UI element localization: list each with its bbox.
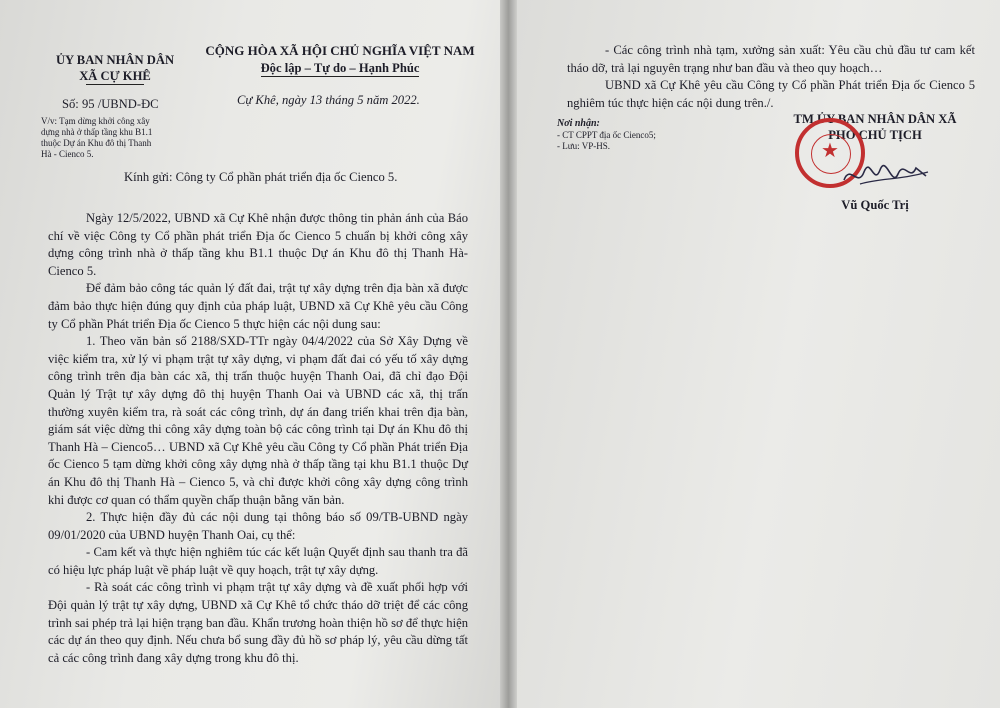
right-paragraph-1: - Các công trình nhà tạm, xưởng sản xuất: Yêu cầu chủ đầu tư cam kết tháo dỡ, trả lại nguyên trạng như ban đầu và theo quy hoạch… [567,43,975,75]
nation-title: CỘNG HÒA XÃ HỘI CHỦ NGHĨA VIỆT NAM [205,43,475,58]
body-paragraph-1: Ngày 12/5/2022, UBND xã Cự Khê nhận được thông tin phản ánh của Báo chí về việc Công ty Cổ phần phát triển Địa ốc Cienco 5 chuẩn bị khởi công xây dựng công trình nhà ở thấp tầng khu B1.1 thuộc Dự án Khu đô thị Thanh Hà-Cienco 5. [48,211,468,278]
motto-text: Độc lập – Tự do – Hạnh Phúc [260,61,420,75]
subject [41,116,152,160]
handwritten-signature-icon [840,158,930,194]
subject-line-4: Hà - Cienco 5. [41,149,94,159]
right-page [517,0,1000,708]
body-paragraph-2: Để đảm bảo công tác quản lý đất đai, trật tự xây dựng trên địa bàn xã được đảm bảo thực hiện đúng quy định của pháp luật, UBND xã Cự Khê yêu cầu Công ty Cổ phần Phát triển Địa ốc Cienco 5 thực hiện các nội dung sau: [48,281,468,331]
signer-name: Vũ Quốc Trị [841,198,909,212]
document-number: Số: 95 /UBND-ĐC [62,97,159,111]
recipients-list [557,130,656,152]
motto [190,61,490,77]
subject-line-2: dựng nhà ở thấp tầng khu B1.1 [41,127,153,137]
seal-star-icon: ★ [821,138,839,162]
agency-header [40,52,190,84]
agency-line-1: ỦY BAN NHÂN DÂN [55,53,175,67]
right-body [567,42,975,112]
agency-underline [86,84,144,85]
document-date: Cự Khê, ngày 13 tháng 5 năm 2022. [237,93,420,107]
subject-line-1: V/v: Tạm dừng khởi công xây [41,116,150,126]
recipient-line: Kính gửi: Công ty Cổ phần phát triển địa ốc Cienco 5. [124,170,398,184]
recipient-item: - CT CPPT địa ốc Cienco5; [557,130,656,140]
body-paragraph-6: - Rà soát các công trình vi phạm trật tự xây dựng và đề xuất phối hợp với Đội quản lý trật tự xây dựng, UBND xã Cự Khê tổ chức tháo dỡ triệt để các công trình sai phép trả lại hiện trạng ban đầu. Khẩn trương hoàn thiện hồ sơ để thực hiện các dự án theo quy định. Nếu chưa bổ sung đầy đủ hồ sơ pháp lý, yêu cầu dừng tất cả các công trình đang xây dựng trong khu đô thị. [48,580,468,665]
right-paragraph-2: UBND xã Cự Khê yêu cầu Công ty Cổ phần Phát triển Địa ốc Cienco 5 nghiêm túc thực hiện các nội dung trên./. [567,78,975,110]
recipient-item: - Lưu: VP-HS. [557,141,610,151]
agency-line-2: XÃ CỰ KHÊ [79,69,151,83]
subject-line-3: thuộc Dự án Khu đô thị Thanh [41,138,152,148]
body-paragraph-4: 2. Thực hiện đầy đủ các nội dung tại thông báo số 09/TB-UBND ngày 09/01/2020 của UBND huyện Thanh Oai, cụ thể: [48,510,468,542]
body-paragraph-3: 1. Theo văn bản số 2188/SXD-TTr ngày 04/4/2022 của Sở Xây Dựng về việc kiểm tra, xử lý vi phạm trật tự xây dựng, vi phạm đất đai có yếu tố xây dựng công trình trên địa bàn các xã, thị trấn thuộc huyện Thanh Oai, đã chỉ đạo Đội Quản lý Trật tự xây dựng đô thị huyện Thanh Oai và UBND các xã, thị trấn thường xuyên kiểm tra, rà soát các công trình, dự án đang triển khai trên địa bàn, giám sát việc dừng thi công xây dựng toàn bộ các công trình tại Dự án Khu đô thị Thanh Hà – Cienco5… UBND xã Cự Khê yêu cầu Công ty Cổ phần Phát triển Địa ốc Cienco 5 tạm dừng khởi công xây dựng nhà ở thấp tầng tại khu B1.1 thuộc Dự án Khu đô thị Thanh Hà – Cienco 5, và chỉ được khởi công xây dựng công trình khi được cơ quan có thẩm quyền chấp thuận bằng văn bản. [48,334,468,507]
recipients-label: Nơi nhận: [557,118,600,129]
letter-body [48,210,468,667]
page-gutter [500,0,517,708]
signer-title: PHÓ CHỦ TỊCH [828,128,922,142]
signer-org: TM.ỦY BAN NHÂN DÂN XÃ [793,112,957,126]
body-paragraph-5: - Cam kết và thực hiện nghiêm túc các kết luận Quyết định sau thanh tra đã có hiệu lực pháp luật về pháp luật về quy hoạch, trật tự xây dựng. [48,545,468,577]
